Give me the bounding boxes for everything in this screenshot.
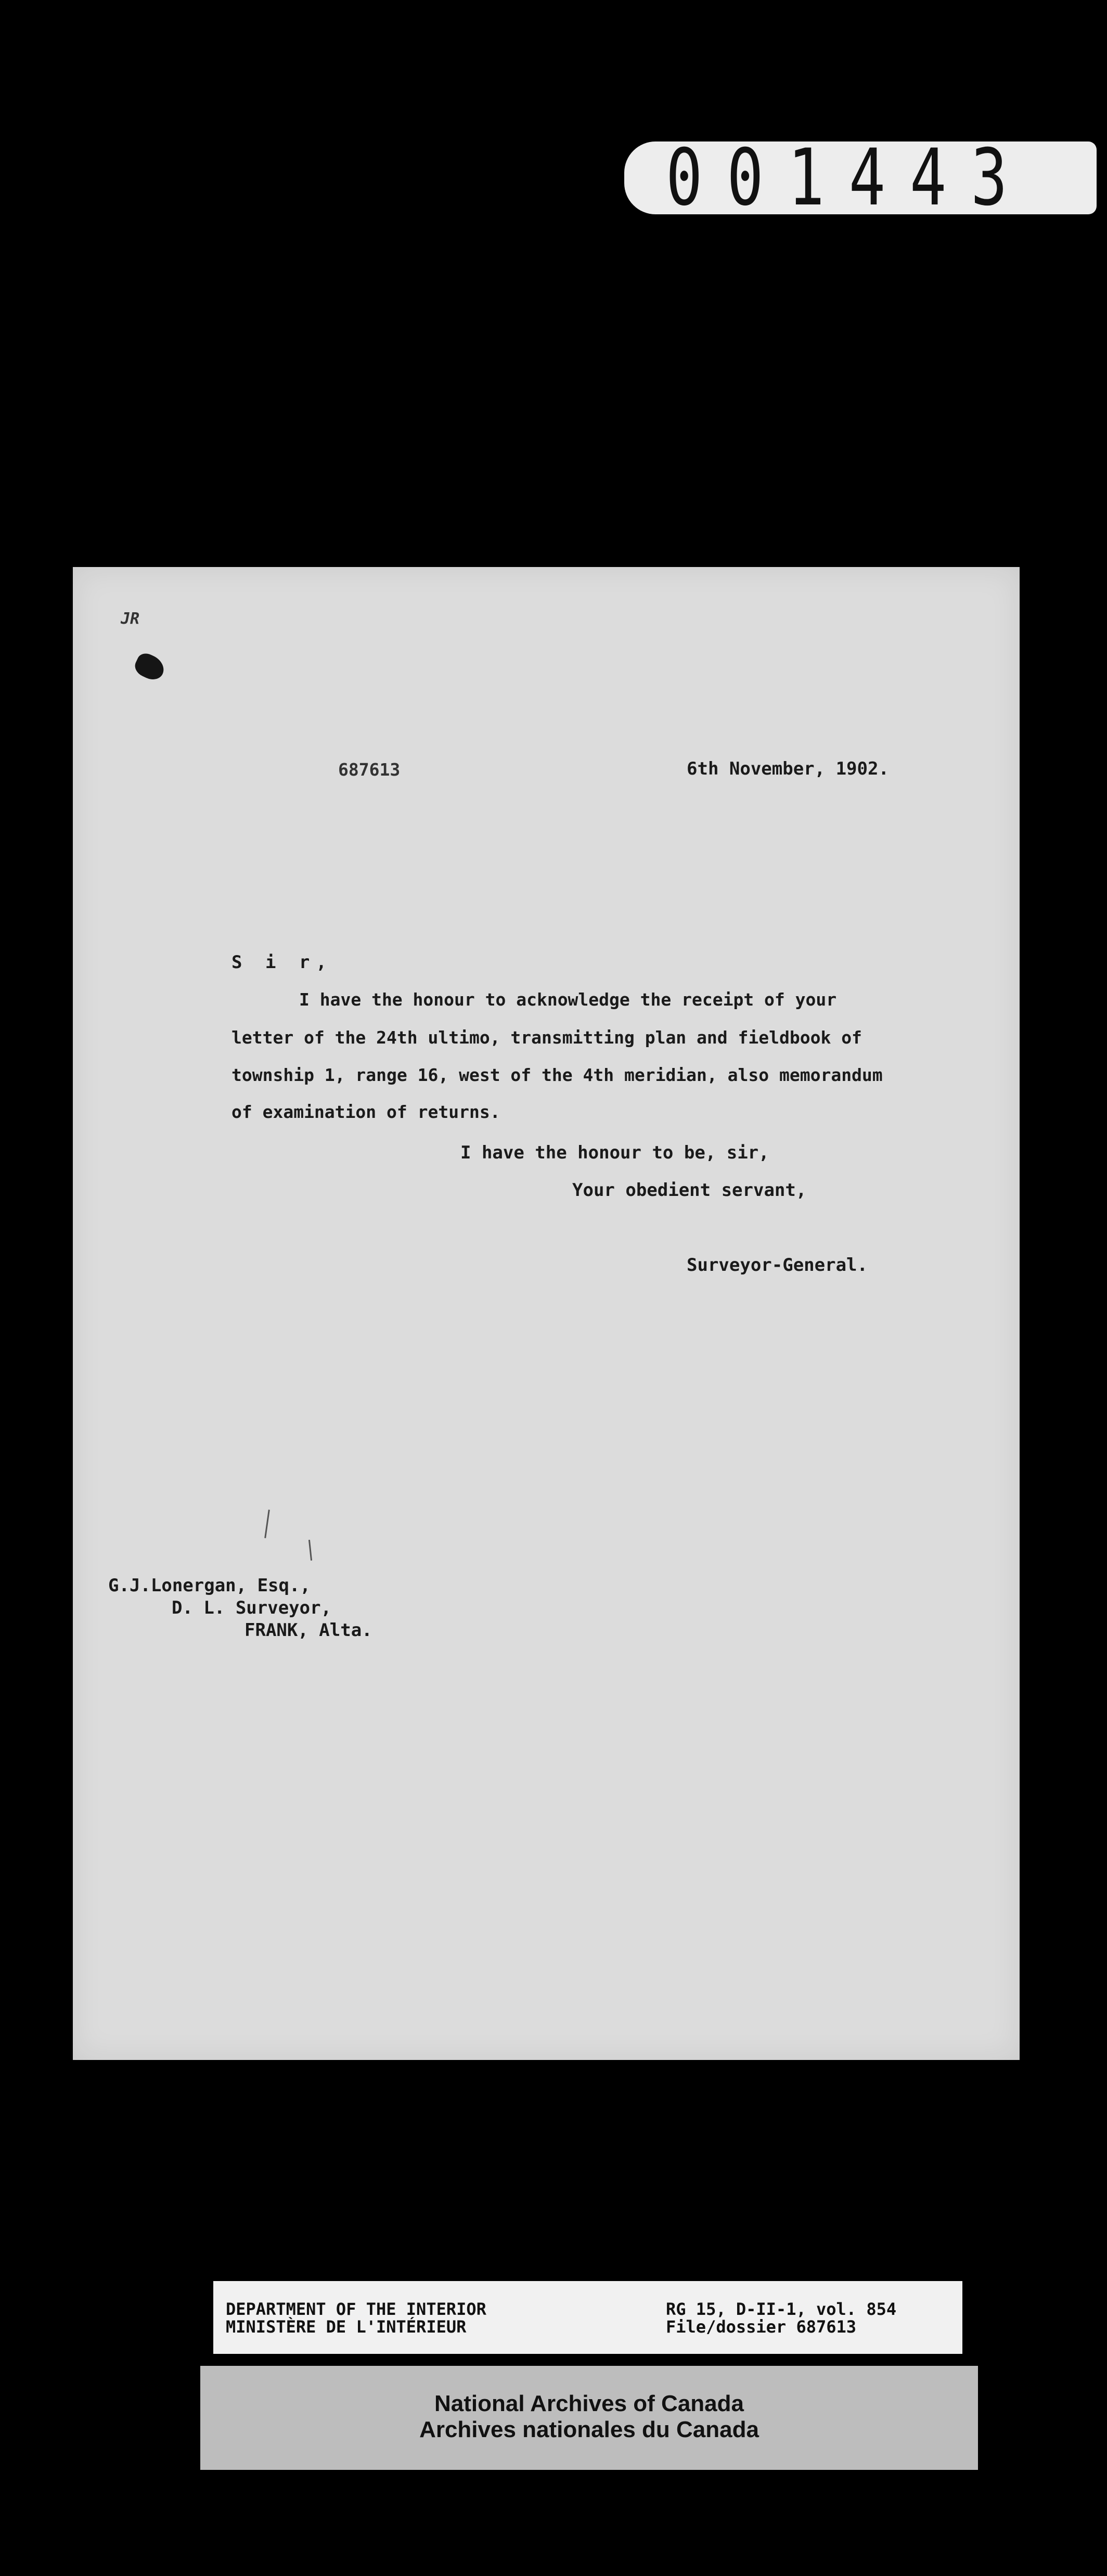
department-en: DEPARTMENT OF THE INTERIOR [226, 2299, 486, 2319]
file-reference: File/dossier 687613 [666, 2317, 857, 2337]
frame-number: 001443 [666, 133, 1032, 223]
letter-page [73, 567, 1020, 2060]
pencil-mark [308, 1540, 312, 1561]
salutation: S i r, [231, 952, 333, 973]
body-line: I have the honour to acknowledge the receipt of your [299, 989, 837, 1010]
record-group-reference: RG 15, D-II-1, vol. 854 [666, 2299, 897, 2319]
address-line: D. L. Surveyor, [172, 1598, 332, 1618]
closing-line: I have the honour to be, sir, [460, 1142, 769, 1163]
body-line: township 1, range 16, west of the 4th meridian, also memorandum [231, 1065, 883, 1085]
initials: JR [121, 610, 140, 628]
frame-number-strip [624, 133, 1097, 223]
archives-name-en: National Archives of Canada [434, 2391, 744, 2416]
closing-line: Your obedient servant, [572, 1180, 807, 1201]
address-line: FRANK, Alta. [244, 1620, 372, 1641]
archive-reference-label [213, 2281, 962, 2354]
department-fr: MINISTÈRE DE L'INTÉRIEUR [226, 2317, 467, 2337]
archives-name-fr: Archives nationales du Canada [419, 2417, 759, 2442]
letter-date: 6th November, 1902. [687, 758, 889, 779]
signature-title: Surveyor-General. [687, 1255, 868, 1276]
pencil-mark [264, 1510, 270, 1538]
body-line: of examination of returns. [231, 1102, 500, 1122]
ink-stain [132, 650, 168, 684]
address-line: G.J.Lonergan, Esq., [108, 1575, 311, 1596]
archives-name-label [200, 2366, 978, 2470]
body-line: letter of the 24th ultimo, transmitting plan and fieldbook of [231, 1027, 862, 1048]
file-number: 687613 [338, 759, 401, 780]
